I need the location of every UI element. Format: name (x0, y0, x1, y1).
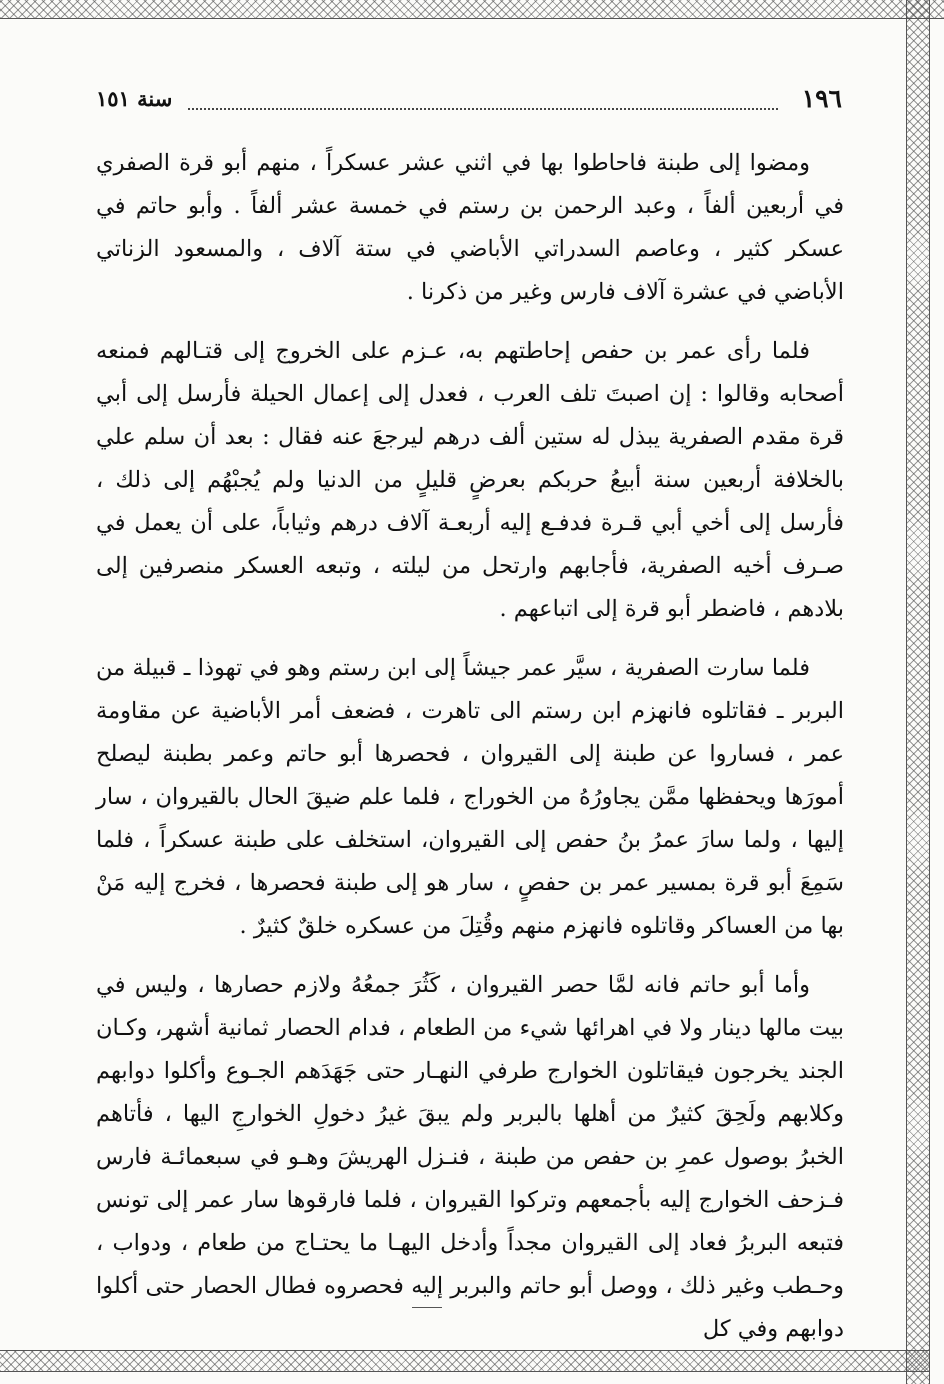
page-number: ١٩٦ (801, 84, 842, 113)
paragraph-1: ومضوا إلى طبنة فاحاطوا بها في اثني عشر عسكراً ، منهم أبو قرة الصفري في أربعين ألفاً ، وعبد الرحمن بن رستم في خمسة عشر ألفاً . وأبو حاتم في عسكر كثير ، وعاصم السدراتي الأباضي في ستة آلاف ، والمسعود الزناتي الأباضي في عشرة آلاف فارس وغير من ذكرنا . (96, 150, 844, 305)
body-text (96, 142, 844, 1367)
header-dotted-rule (188, 108, 778, 110)
running-head-year: سنة ١٥١ (96, 86, 173, 111)
footer-dash (412, 1307, 442, 1308)
paragraph-4: وأما أبو حاتم فانه لمَّا حصر القيروان ، كَثُرَ جمعُهُ ولازم حصارها ، وليس في بيت مالها دينار ولا في اهرائها شيء من الطعام ، فدام الحصار ثمانية أشهر، وكـان الجند يخرجون فيقاتلون الخوارج طرفي النهـار حتى جَهَدَهم الجـوع وأكلوا دوابهم وكلابهم ولَحِقَ كثيرٌ من أهلها بالبربر ولم يبقَ غيرُ دخولِ الخوارجِ اليها ، فأتاهم الخبرُ بوصول عمرِ بن حفص من طبنة ، فنـزل الهريشَ وهـو في سبعمائـة فارس فـزحف الخوارج إليه بأجمعهم وتركوا القيروان ، فلما فارقوها سار عمر إلى تونس فتبعه البربرُ فعاد إلى القيروان مجداً وأدخل اليهـا ما يحتـاج من طعام ، ودواب ، وحـطب وغير ذلك ، ووصل أبو حاتم والبربر إليه فحصروه فطال الحصار حتى أكلوا دوابهم وفي كل (96, 972, 844, 1342)
page-header (96, 84, 842, 124)
paragraph-2: فلما رأى عمر بن حفص إحاطتهم به، عـزم على الخروج إلى قتـالهم فمنعه أصحابه وقالوا : إن اصبتَ تلف العرب ، فعدل إلى إعمال الحيلة فأرسل إلى أبي قرة مقدم الصفرية يبذل له ستين ألف درهم ليرجعَ عنه فقال : بعد أن سلم علي بالخلافة أربعين سنة أبيعُ حربكم بعرضٍ قليلٍ من الدنيا ولم يُجبْهُم إلى ذلك ، فأرسل إلى أخي أبي قـرة فدفـع إليه أربعـة آلاف درهم وثياباً، على أن يعمل في صـرف أخيه الصفرية، فأجابهم وارتحل من ليلته ، وتبعه العسكر منصرفين إلى بلادهم ، فاضطر أبو قرة إلى اتباعهم . (96, 338, 844, 622)
paragraph-3: فلما سارت الصفرية ، سيَّر عمر جيشاً إلى ابن رستم وهو في تهوذا ـ قبيلة من البربر ـ فقاتلوه فانهزم ابن رستم الى تاهرت ، فضعف أمر الأباضية عن مقاومة عمر ، فساروا عن طبنة إلى القيروان ، فحصرها أبو حاتم وعمر بطبنة ليصلح أمورَها ويحفظها ممَّن يجاورُهُ من الخوراج ، فلما علم ضيقَ الحال بالقيروان ، سار إليها ، ولما سارَ عمرُ بنُ حفص إلى القيروان، استخلف على طبنة عسكراً ، فلما سَمِعَ أبو قرة بمسير عمر بن حفصٍ ، سار هو إلى طبنة فحصرها ، فخرج إليه مَنْ بها من العساكر وقاتلوه فانهزم منهم وقُتِلَ من عسكره خلقٌ كثيرٌ . (96, 655, 844, 939)
ornamental-border-right (906, 0, 930, 1384)
ornamental-border-top (0, 0, 944, 19)
